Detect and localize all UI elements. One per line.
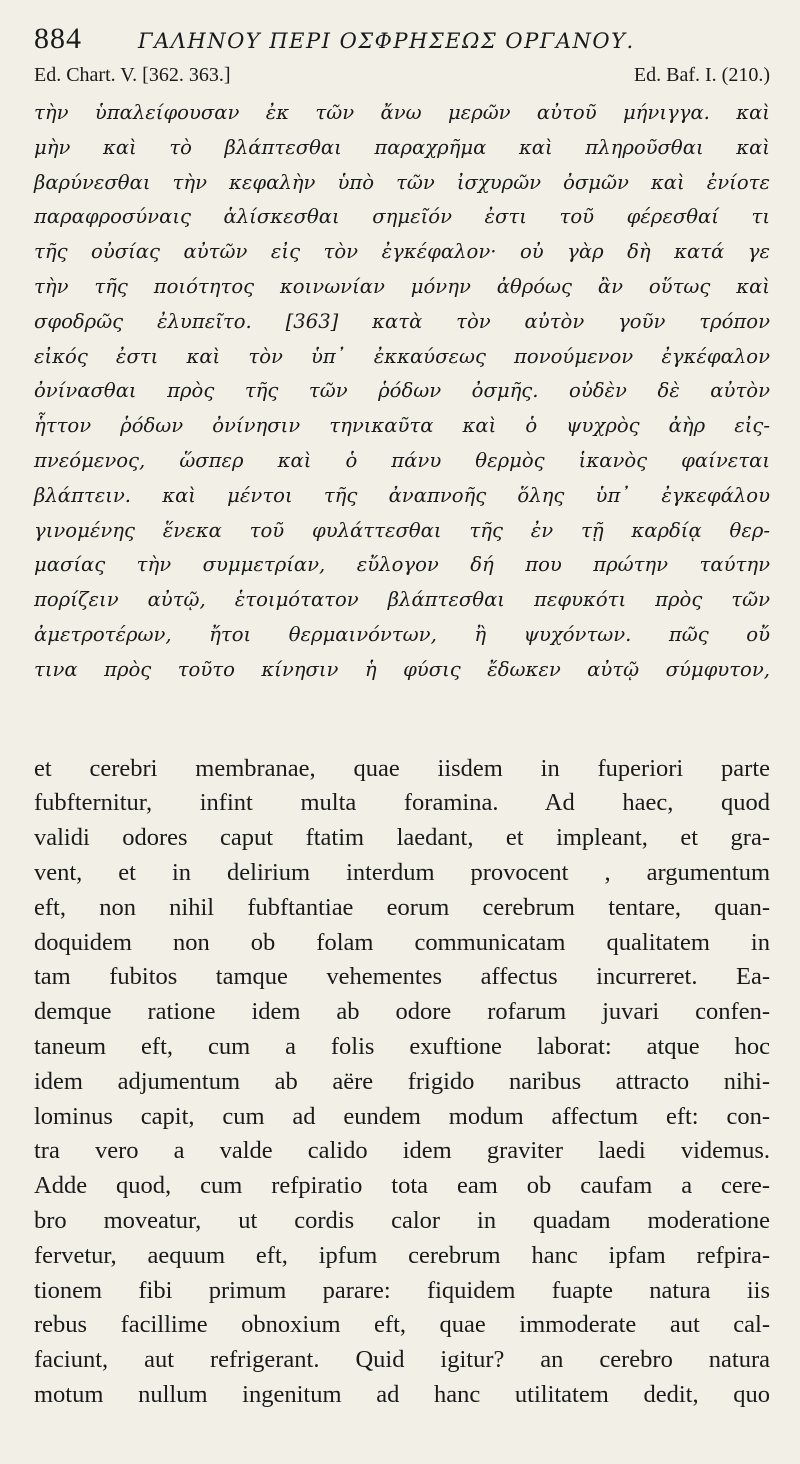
greek-line: πορίζειν αὐτῷ, ἑτοιμότατον βλάπτεσθαι πεφυκότι πρὸς τῶν — [34, 588, 770, 612]
latin-line: vent, et in delirium interdum provocent , argumentum — [34, 858, 770, 886]
latin-line: faciunt, aut refrigerant. Quid igitur? an cerebro natura — [34, 1346, 770, 1374]
latin-line: lominus capit, cum ad eundem modum affectum eft: con- — [34, 1102, 770, 1130]
greek-line: ὀνίνασθαι πρὸς τῆς τῶν ῥόδων ὀσμῆς. οὐδὲν δὲ αὐτὸν — [34, 379, 770, 403]
latin-line: fervetur, aequum eft, ipfum cerebrum hanc ipfam refpira- — [34, 1241, 770, 1269]
greek-line: ἀμετροτέρων, ἤτοι θερμαινόντων, ἢ ψυχόντων. πῶς οὔ — [34, 622, 770, 646]
latin-line: rebus facillime obnoxium eft, quae immoderate aut cal- — [34, 1311, 770, 1339]
running-title: ΓΑΛΗΝΟΥ ΠΕΡΙ ΟΣΦΡΗΣΕΩΣ ΟΡΓΑΝΟΥ. — [138, 29, 635, 53]
latin-line: eft, non nihil fubftantiae eorum cerebrum tentare, quan- — [34, 893, 770, 921]
greek-line: μασίας τὴν συμμετρίαν, εὔλογον δή που πρώτην ταύτην — [34, 553, 770, 577]
greek-line: σφοδρῶς ἐλυπεῖτο. [363] κατὰ τὸν αὐτὸν γοῦν τρόπον — [34, 309, 770, 333]
greek-line: τὴν ὑπαλείφουσαν ἐκ τῶν ἄνω μερῶν αὐτοῦ μήνιγγα. καὶ — [34, 101, 770, 124]
latin-line: fubfternitur, infint multa foramina. Ad haec, quod — [34, 789, 770, 817]
latin-line: et cerebri membranae, quae iisdem in fuperiori parte — [34, 754, 770, 782]
greek-text-block — [34, 96, 770, 688]
greek-line: γινομένης ἕνεκα τοῦ φυλάττεσθαι τῆς ἐν τῇ καρδίᾳ θερ- — [34, 518, 770, 542]
greek-line: εἰκός ἐστι καὶ τὸν ὑπ᾿ ἐκκαύσεως πονούμενον ἐγκέφαλον — [34, 344, 770, 368]
greek-line: παραφροσύναις ἁλίσκεσθαι σημεῖόν ἐστι τοῦ φέρεσθαί τι — [34, 205, 770, 229]
greek-line: τῆς οὐσίας αὐτῶν εἰς τὸν ἐγκέφαλον· οὐ γὰρ δὴ κατά γε — [34, 240, 770, 264]
latin-line: bro moveatur, ut cordis calor in quadam moderatione — [34, 1206, 770, 1234]
latin-text-block — [34, 752, 770, 1413]
edition-chartier-reference: Ed. Chart. V. [362. 363.] — [34, 64, 231, 86]
greek-line: τινα πρὸς τοῦτο κίνησιν ἡ φύσις ἔδωκεν αὐτῷ σύμφυτον, — [34, 657, 770, 681]
greek-line: πνεόμενος, ὥσπερ καὶ ὁ πάνυ θερμὸς ἱκανὸς φαίνεται — [34, 448, 770, 472]
latin-line: validi odores caput ftatim laedant, et impleant, et gra- — [34, 824, 770, 852]
latin-line: tra vero a valde calido idem graviter laedi videmus. — [34, 1137, 770, 1165]
latin-line: doquidem non ob folam communicatam qualitatem in — [34, 928, 770, 956]
greek-line: τὴν τῆς ποιότητος κοινωνίαν μόνην ἀθρόως ἂν οὕτως καὶ — [34, 274, 770, 298]
latin-line: taneum eft, cum a folis exuftione laborat: atque hoc — [34, 1032, 770, 1060]
running-head — [34, 22, 770, 60]
greek-line: ἧττον ῥόδων ὀνίνησιν τηνικαῦτα καὶ ὁ ψυχρὸς ἀὴρ εἰς- — [34, 414, 770, 438]
latin-line: idem adjumentum ab aëre frigido naribus attracto nihi- — [34, 1067, 770, 1095]
latin-line: demque ratione idem ab odore rofarum juvari confen- — [34, 998, 770, 1026]
latin-line: tionem fibi primum parare: fiquidem fuapte natura iis — [34, 1276, 770, 1304]
greek-line: βλάπτειν. καὶ μέντοι τῆς ἀναπνοῆς ὅλης ὑπ᾿ ἐγκεφάλου — [34, 483, 770, 507]
latin-line: tam fubitos tamque vehementes affectus incurreret. Ea- — [34, 963, 770, 991]
edition-reference-line — [34, 64, 770, 96]
edition-basel-reference: Ed. Baf. I. (210.) — [633, 64, 770, 86]
column-gap — [34, 688, 770, 752]
latin-line: motum nullum ingenitum ad hanc utilitatem dedit, quo — [34, 1380, 770, 1408]
page-number: 884 — [34, 22, 82, 55]
latin-line: Adde quod, cum refpiratio tota eam ob caufam a cere- — [34, 1172, 770, 1200]
greek-line: βαρύνεσθαι τὴν κεφαλὴν ὑπὸ τῶν ἰσχυρῶν ὀσμῶν καὶ ἐνίοτε — [34, 170, 770, 194]
greek-line: μὴν καὶ τὸ βλάπτεσθαι παραχρῆμα καὶ πληροῦσθαι καὶ — [34, 135, 770, 159]
